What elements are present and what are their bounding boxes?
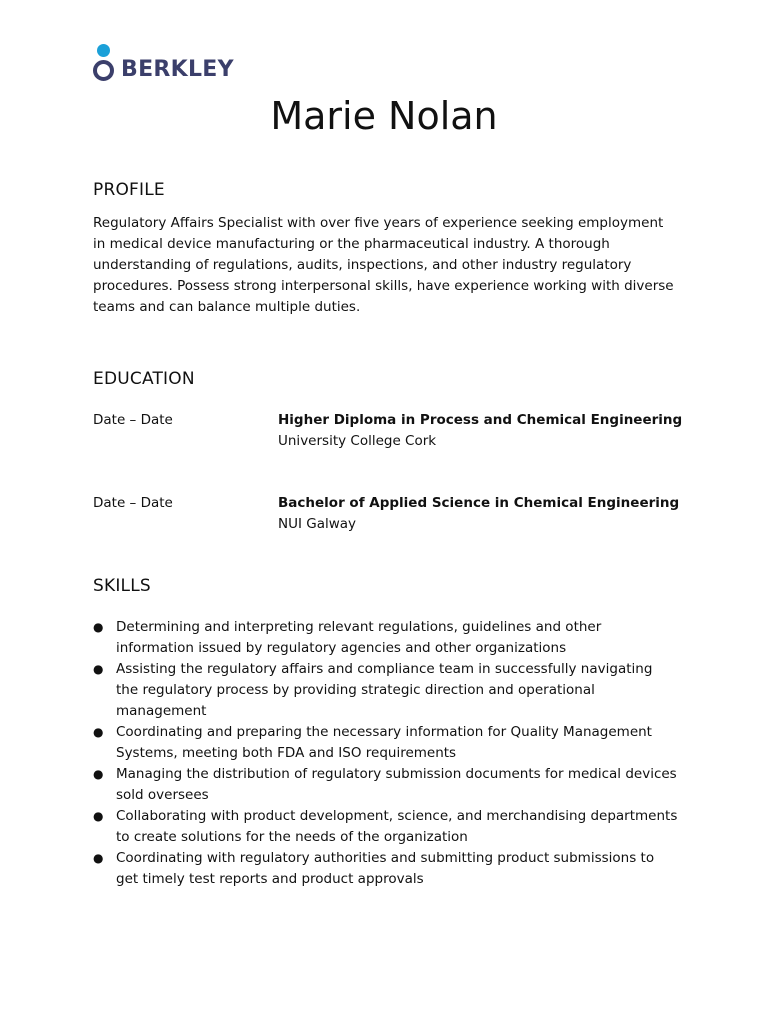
bullet-icon: ● — [93, 851, 104, 865]
skill-text: Managing the distribution of regulatory submission documents for medical devices sold oversees — [116, 766, 677, 803]
skill-text: Collaborating with product development, science, and merchandising departments to create solutions for the needs of the organization — [116, 808, 678, 845]
company-logo — [93, 42, 234, 82]
skill-item — [93, 764, 678, 806]
skills-heading: SKILLS — [93, 576, 151, 596]
bullet-icon: ● — [93, 767, 104, 781]
bullet-icon: ● — [93, 809, 104, 823]
logo-text: BERKLEY — [121, 57, 234, 82]
education-school: NUI Galway — [278, 516, 357, 532]
education-degree: Higher Diploma in Process and Chemical Engineering — [278, 412, 683, 428]
bullet-icon: ● — [93, 725, 104, 739]
candidate-name: Marie Nolan — [270, 94, 498, 138]
logo-mark-icon — [93, 44, 115, 82]
bullet-icon: ● — [93, 662, 104, 676]
education-school: University College Cork — [278, 433, 437, 449]
skill-text: Determining and interpreting relevant regulations, guidelines and other information issued by regulatory agencies and other organizations — [116, 619, 602, 656]
profile-text: Regulatory Affairs Specialist with over five years of experience seeking employment in medical device manufacturing or the pharmaceutical industry. A thorough understanding of regulations, audits, inspections, and other industry regulatory procedures. Possess strong interpersonal skills, have experience working with diverse teams and can balance multiple duties. — [93, 215, 674, 315]
skill-text: Coordinating with regulatory authorities and submitting product submissions to get timely test reports and product approvals — [116, 850, 655, 887]
education-degree: Bachelor of Applied Science in Chemical Engineering — [278, 495, 680, 511]
skill-item — [93, 617, 678, 659]
skill-text: Coordinating and preparing the necessary information for Quality Management Systems, meeting both FDA and ISO requirements — [116, 724, 652, 761]
skill-item — [93, 806, 678, 848]
skill-item — [93, 722, 678, 764]
profile-heading: PROFILE — [93, 180, 165, 200]
skill-text: Assisting the regulatory affairs and compliance team in successfully navigating the regulatory process by providing strategic direction and operational management — [116, 661, 653, 719]
education-detail — [278, 493, 688, 535]
education-detail — [278, 410, 688, 452]
skill-item — [93, 848, 678, 890]
bullet-icon: ● — [93, 620, 104, 634]
skills-list — [93, 617, 678, 890]
education-heading: EDUCATION — [93, 369, 195, 389]
logo-ring — [93, 60, 114, 81]
education-date: Date – Date — [93, 495, 173, 511]
education-date: Date – Date — [93, 412, 173, 428]
skill-item — [93, 659, 678, 722]
logo-dot — [97, 44, 110, 57]
